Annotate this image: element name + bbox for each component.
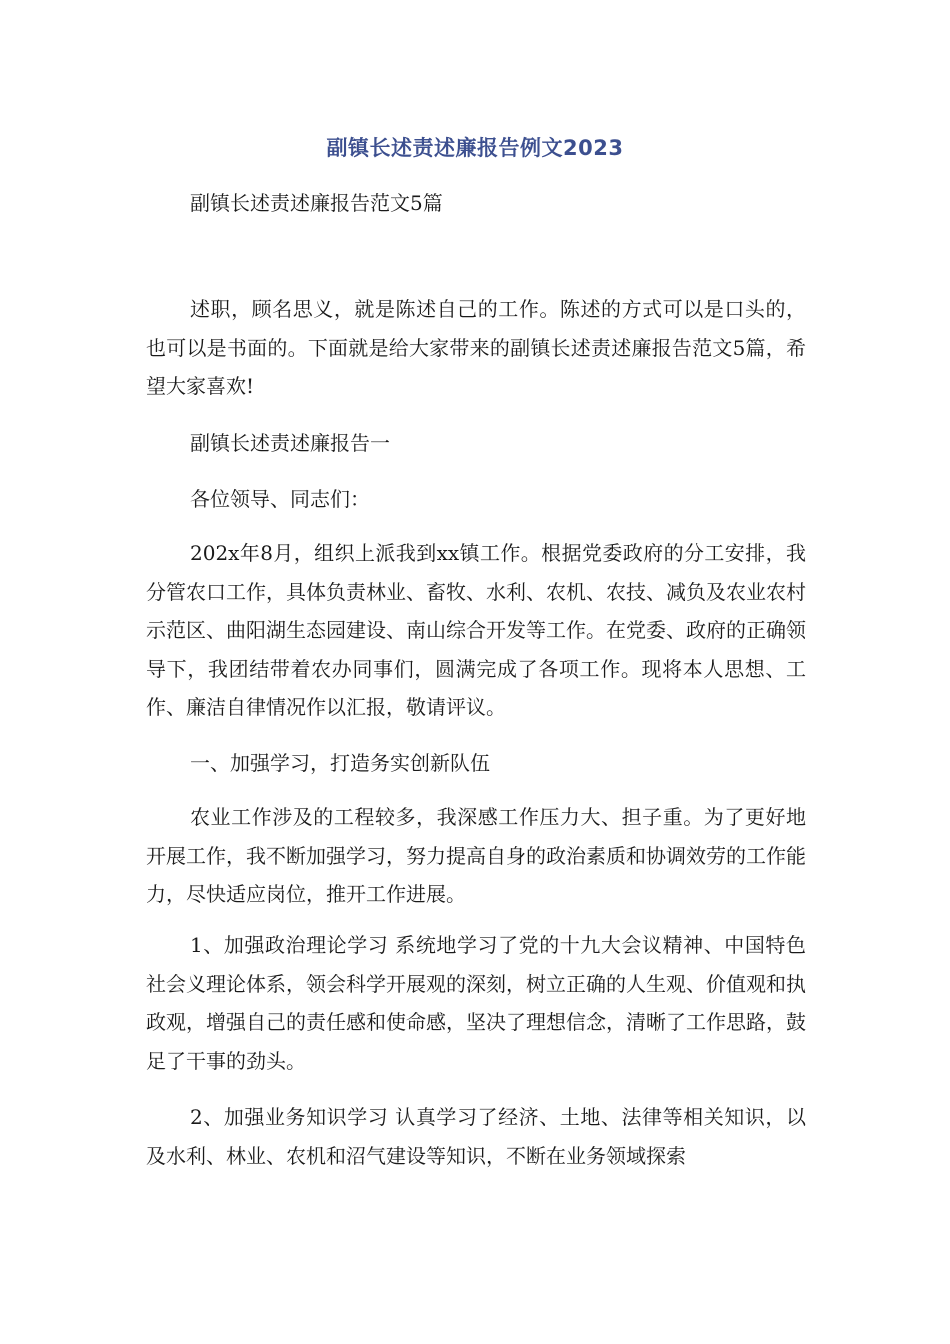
intro-paragraph: 述职，顾名思义，就是陈述自己的工作。陈述的方式可以是口头的，也可以是书面的。下面就是给大家带来的副镇长述责述廉报告范文5篇，希望大家喜欢!	[146, 297, 806, 398]
subtitle-paragraph: 副镇长述责述廉报告范文5篇	[190, 191, 443, 215]
body-paragraph: 1、加强政治理论学习 系统地学习了党的十九大会议精神、中国特色社会义理论体系，领会科学开展观的深刻，树立正确的人生观、价值观和执政观，增强自己的责任感和使命感，坚决了理想信念，清晰了工作思路，鼓足了干事的劲头。	[146, 933, 806, 1073]
body-paragraph: 农业工作涉及的工程较多，我深感工作压力大、担子重。为了更好地开展工作，我不断加强学习，努力提高自身的政治素质和协调效劳的工作能力，尽快适应岗位，推开工作进展。	[146, 805, 806, 906]
section-heading: 副镇长述责述廉报告一	[190, 431, 390, 455]
body-paragraph: 202x年8月，组织上派我到xx镇工作。根据党委政府的分工安排，我分管农口工作，具体负责林业、畜牧、水利、农机、农技、减负及农业农村示范区、曲阳湖生态园建设、南山综合开发等工作。在党委、政府的正确领导下，我团结带着农办同事们，圆满完成了各项工作。现将本人思想、工作、廉洁自律情况作以汇报，敬请评议。	[146, 541, 806, 719]
salutation-paragraph: 各位领导、同志们：	[190, 487, 370, 511]
document-title: 副镇长述责述廉报告例文2023	[326, 136, 624, 160]
subsection-heading: 一、加强学习，打造务实创新队伍	[190, 751, 490, 775]
body-paragraph: 2、加强业务知识学习 认真学习了经济、土地、法律等相关知识，以及水利、林业、农机和沼气建设等知识，不断在业务领域探索	[146, 1105, 806, 1168]
